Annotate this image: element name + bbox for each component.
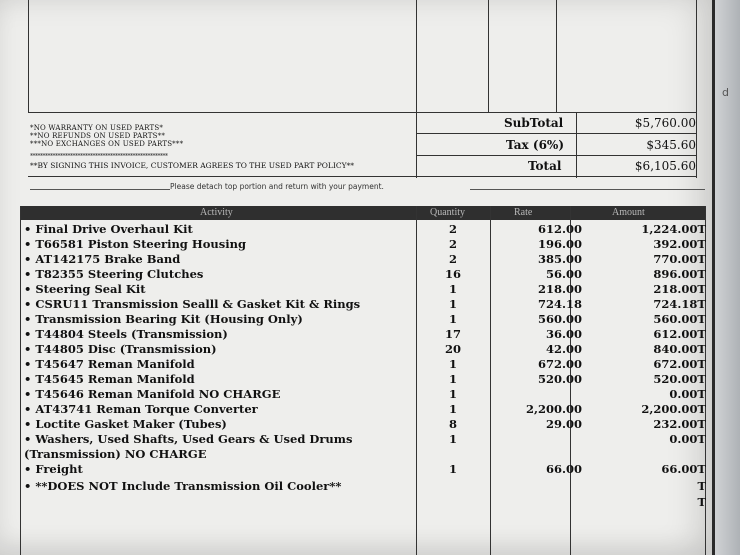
row-activity: • T66581 Piston Steering Housing	[24, 237, 246, 251]
paper-edge-shadow	[712, 0, 715, 555]
row-activity: • T82355 Steering Clutches	[24, 267, 204, 281]
row-quantity: 1	[448, 312, 457, 326]
tax-label: Tax (6%)	[506, 138, 564, 152]
row-rate: 724.18	[537, 297, 582, 311]
row-activity: • AT43741 Reman Torque Converter	[24, 402, 258, 416]
row-amount: 0.00T	[669, 432, 706, 446]
row-activity: • Washers, Used Shafts, Used Gears & Used Drums (Transmission) NO CHARGE	[24, 432, 353, 461]
row-amount: 672.00T	[653, 357, 706, 371]
signing-agreement-note: **BY SIGNING THIS INVOICE, CUSTOMER AGREES TO THE USED PART POLICY**	[30, 161, 355, 170]
row-activity: • Loctite Gasket Maker (Tubes)	[24, 417, 227, 431]
row-amount: 392.00T	[653, 237, 706, 251]
row-activity: • T45647 Reman Manifold	[24, 357, 195, 371]
row-amount: 724.18T	[653, 297, 706, 311]
top-box-right-border	[696, 0, 697, 178]
top-box-divider-2	[488, 0, 489, 112]
row-amount: 2,200.00T	[641, 402, 706, 416]
tax-value: $345.60	[646, 138, 696, 152]
totals-row-line-1	[416, 133, 696, 134]
totals-row-line-2	[416, 155, 696, 156]
row-quantity: 1	[448, 432, 457, 446]
top-box-bottom-border	[28, 112, 696, 113]
row-amount: 218.00T	[653, 282, 706, 296]
policy-line: **NO REFUNDS ON USED PARTS**	[30, 132, 166, 140]
row-activity: • Steering Seal Kit	[24, 282, 146, 296]
header-rate: Rate	[514, 207, 533, 218]
row-quantity: 1	[448, 462, 457, 476]
background-surface	[712, 0, 740, 555]
detach-instruction: Please detach top portion and return with your payment.	[170, 182, 384, 191]
stars-separator: *******************************************************	[30, 153, 168, 160]
row-quantity: 1	[448, 357, 457, 371]
row-quantity: 1	[448, 402, 457, 416]
row-quantity: 2	[448, 222, 457, 236]
top-box-divider-3	[556, 0, 557, 112]
row-activity: • Final Drive Overhaul Kit	[24, 222, 193, 236]
row-amount: 770.00T	[653, 252, 706, 266]
row-amount: 560.00T	[653, 312, 706, 326]
row-amount: 612.00T	[653, 327, 706, 341]
row-quantity: 8	[448, 417, 457, 431]
table-header-bar	[20, 206, 705, 220]
total-value: $6,105.60	[634, 159, 696, 173]
subtotal-label: SubTotal	[504, 116, 564, 130]
row-rate: 520.00	[537, 372, 582, 386]
row-activity: • AT142175 Brake Band	[24, 252, 181, 266]
row-amount: 1,224.00T	[641, 222, 706, 236]
tear-line-right	[470, 189, 705, 190]
row-activity: • T44805 Disc (Transmission)	[24, 342, 217, 356]
tear-line-left	[30, 189, 170, 190]
row-quantity: 1	[448, 387, 457, 401]
header-quantity: Quantity	[430, 207, 465, 218]
row-amount: 0.00T	[669, 387, 706, 401]
row-rate: 29.00	[545, 417, 582, 431]
row-rate: 385.00	[537, 252, 582, 266]
row-rate: 612.00	[537, 222, 582, 236]
row-rate: 560.00	[537, 312, 582, 326]
table-col-divider-1	[416, 206, 417, 555]
row-amount: 896.00T	[653, 267, 706, 281]
row-quantity: 17	[444, 327, 461, 341]
row-activity: • T44804 Steels (Transmission)	[24, 327, 228, 341]
subtotal-value: $5,760.00	[634, 116, 696, 130]
row-amount: 66.00T	[661, 462, 706, 476]
row-quantity: 20	[444, 342, 461, 356]
policy-line: ***NO EXCHANGES ON USED PARTS***	[30, 140, 184, 148]
row-activity: • Freight	[24, 462, 83, 476]
row-quantity: 2	[448, 252, 457, 266]
header-activity: Activity	[200, 207, 233, 218]
row-rate: 218.00	[537, 282, 582, 296]
used-parts-policy	[30, 124, 183, 148]
totals-divider	[576, 112, 577, 178]
row-activity: • **DOES NOT Include Transmission Oil Cooler**	[24, 479, 342, 493]
row-quantity: 16	[444, 267, 461, 281]
row-amount: 520.00T	[653, 372, 706, 386]
policy-line: *NO WARRANTY ON USED PARTS*	[30, 124, 164, 132]
row-rate: 2,200.00	[525, 402, 582, 416]
edge-letter: d	[722, 86, 729, 99]
row-amount: 232.00T	[653, 417, 706, 431]
total-label: Total	[528, 159, 562, 173]
row-quantity: 1	[448, 297, 457, 311]
table-left-border	[20, 206, 21, 555]
row-amount: T	[697, 479, 706, 493]
row-rate: 672.00	[537, 357, 582, 371]
row-rate: 56.00	[545, 267, 582, 281]
top-box-left-border	[28, 0, 29, 112]
row-rate: 42.00	[545, 342, 582, 356]
row-rate: 66.00	[545, 462, 582, 476]
row-quantity: 1	[448, 282, 457, 296]
row-rate: 196.00	[537, 237, 582, 251]
row-rate: 36.00	[545, 327, 582, 341]
row-activity: • CSRU11 Transmission Sealll & Gasket Kit & Rings	[24, 297, 361, 311]
row-activity: • Transmission Bearing Kit (Housing Only)	[24, 312, 303, 326]
top-box-divider-1	[416, 0, 417, 178]
row-amount: 840.00T	[653, 342, 706, 356]
row-amount: T	[697, 495, 706, 509]
totals-bottom-line	[28, 176, 696, 177]
row-quantity: 1	[448, 372, 457, 386]
header-amount: Amount	[612, 207, 645, 218]
row-activity: • T45645 Reman Manifold	[24, 372, 195, 386]
row-quantity: 2	[448, 237, 457, 251]
row-activity: • T45646 Reman Manifold NO CHARGE	[24, 387, 281, 401]
